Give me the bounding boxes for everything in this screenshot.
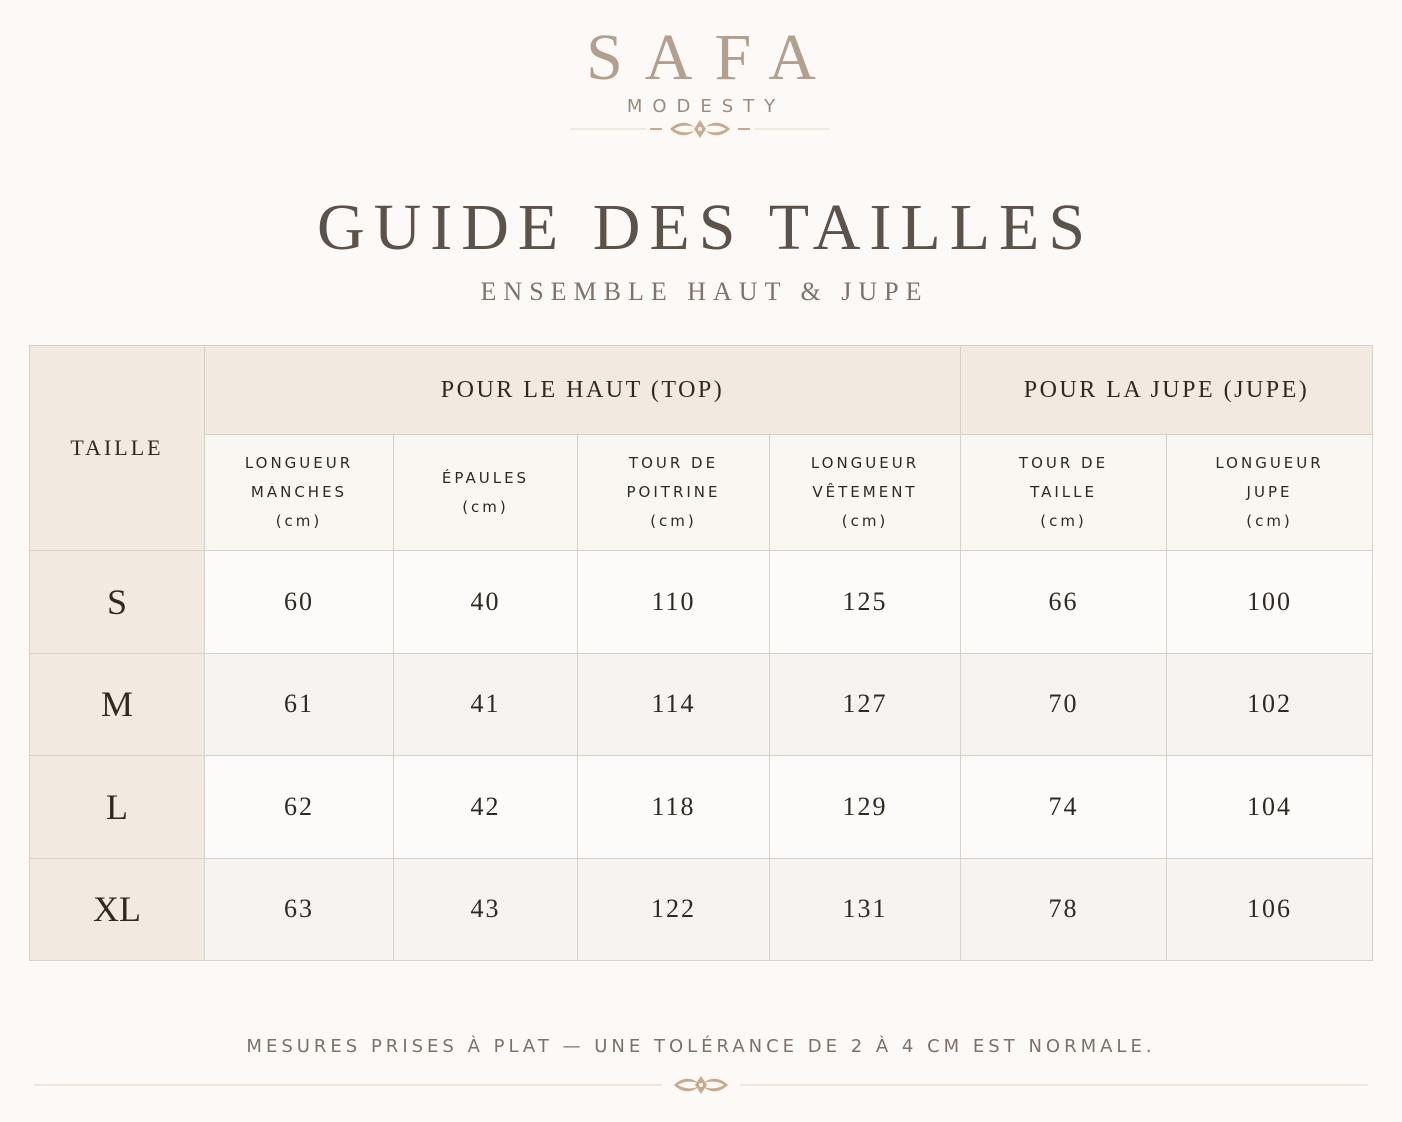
table-cell: 78 [961,858,1167,961]
brand-logo [0,22,1402,117]
brand-tagline: MODESTY [626,96,786,117]
table-cell: 118 [578,756,770,859]
table-cell: 70 [961,653,1167,756]
table-row [30,653,1373,756]
column-header-garment-length: LONGUEUR VÊTEMENT (cm) [770,435,961,551]
table-cell: 110 [578,551,770,654]
top-group-header: POUR LE HAUT (TOP) [205,346,961,435]
skirt-group-header: POUR LA JUPE (JUPE) [961,346,1373,435]
table-cell: 125 [770,551,961,654]
size-label: L [30,756,205,859]
table-cell: 100 [1167,551,1373,654]
table-cell: 40 [394,551,578,654]
table-cell: 127 [770,653,961,756]
ornament-divider-icon [34,1072,1368,1098]
size-label: S [30,551,205,654]
table-row [30,756,1373,859]
table-cell: 104 [1167,756,1373,859]
table-cell: 131 [770,858,961,961]
table-cell: 74 [961,756,1167,859]
size-chart-table [29,345,1373,961]
table-cell: 66 [961,551,1167,654]
table-cell: 106 [1167,858,1373,961]
brand-name: SAFA [586,21,838,94]
table-cell: 62 [205,756,394,859]
footer-note: MESURES PRISES À PLAT — UNE TOLÉRANCE DE 2 À 4 CM EST NORMALE. [246,1036,1156,1057]
table-cell: 43 [394,858,578,961]
column-header-chest: TOUR DE POITRINE (cm) [578,435,770,551]
table-row [30,551,1373,654]
table-cell: 61 [205,653,394,756]
page-title: GUIDE DES TAILLES [316,191,1095,264]
table-cell: 122 [578,858,770,961]
table-row [30,858,1373,961]
size-column-header: TAILLE [30,346,205,551]
column-header-sleeve-length: LONGUEUR MANCHES (cm) [205,435,394,551]
column-header-skirt-length: LONGUEUR JUPE (cm) [1167,435,1373,551]
table-cell: 129 [770,756,961,859]
table-cell: 60 [205,551,394,654]
page-subtitle: ENSEMBLE HAUT & JUPE [480,277,929,306]
table-cell: 114 [578,653,770,756]
size-label: M [30,653,205,756]
size-label: XL [30,858,205,961]
ornament-divider-icon [570,116,830,142]
table-cell: 63 [205,858,394,961]
column-header-shoulders: ÉPAULES (cm) [394,435,578,551]
table-cell: 41 [394,653,578,756]
column-header-waist: TOUR DE TAILLE (cm) [961,435,1167,551]
table-cell: 102 [1167,653,1373,756]
table-cell: 42 [394,756,578,859]
